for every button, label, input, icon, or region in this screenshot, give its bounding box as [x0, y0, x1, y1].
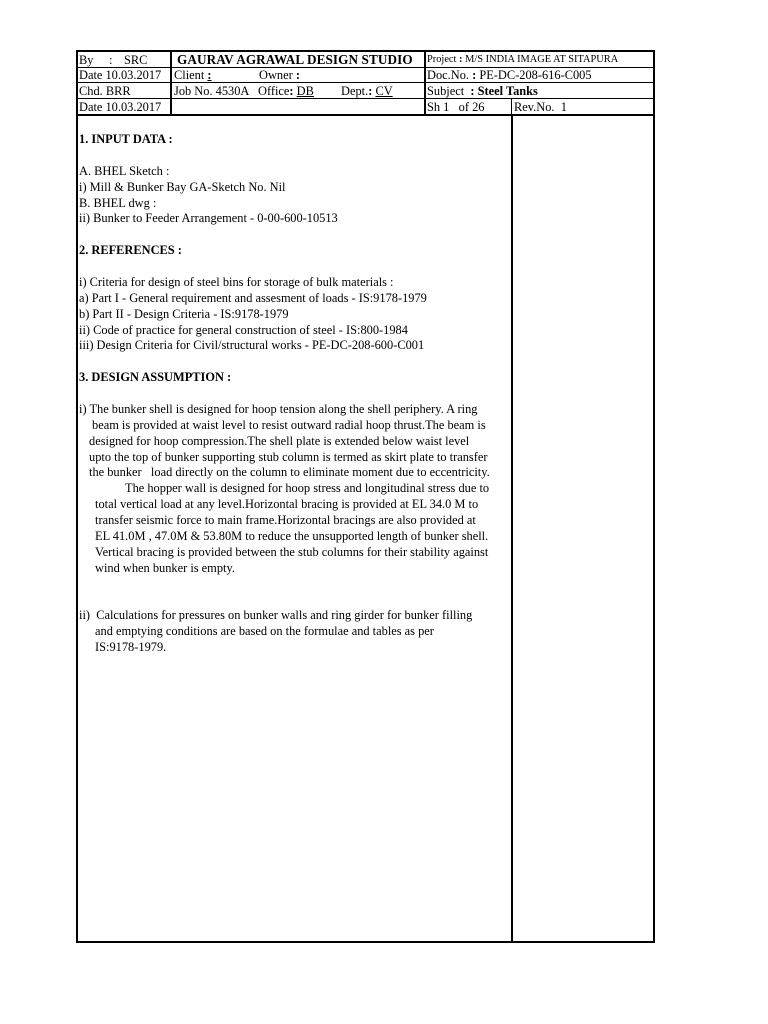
body-line: a) Part I - General requirement and assesment of loads - IS:9178-1979: [79, 291, 427, 305]
project-label: Project: [427, 54, 457, 65]
body-line: i) Criteria for design of steel bins for storage of bulk materials :: [79, 275, 394, 289]
sheet-number: Sh 1 of 26: [427, 100, 485, 114]
owner-separator: :: [295, 68, 300, 82]
body-line: iii) Design Criteria for Civil/structural works - PE-DC-208-600-C001: [79, 338, 425, 352]
dept-value: CV: [375, 84, 393, 98]
client-line: [174, 69, 218, 81]
studio-name: GAURAV AGRAWAL DESIGN STUDIO: [177, 52, 413, 67]
paragraph-line: the bunker load directly on the column to eliminate moment due to eccentricity.: [89, 465, 490, 479]
by-label: By: [79, 53, 94, 67]
docno-label: Doc.No.: [427, 68, 469, 82]
office-line: [258, 85, 314, 97]
project-separator: :: [459, 54, 463, 65]
paragraph-line: designed for hoop compression.The shell plate is extended below waist level: [89, 434, 470, 448]
office-label: Office: [258, 84, 290, 98]
body-line: b) Part II - Design Criteria - IS:9178-1979: [79, 307, 289, 321]
owner-line: [259, 69, 300, 81]
paragraph-line: wind when bunker is empty.: [95, 561, 235, 575]
revision-number: Rev.No. 1: [514, 100, 567, 114]
subject-separator: :: [470, 84, 475, 98]
by-value: SRC: [124, 53, 148, 67]
project-line: [427, 55, 618, 65]
office-separator: :: [289, 84, 294, 98]
by-separator: :: [109, 53, 113, 67]
body-line: ii) Bunker to Feeder Arrangement - 0-00-600-10513: [79, 211, 338, 225]
paragraph-line: The hopper wall is designed for hoop stress and longitudinal stress due to: [125, 481, 490, 495]
dept-line: [341, 85, 393, 97]
job-number: Job No. 4530A: [174, 84, 250, 98]
prepared-date: Date 10.03.2017: [79, 68, 162, 82]
doc-number-line: [427, 69, 592, 81]
paragraph-line: and emptying conditions are based on the formulae and tables as per: [95, 624, 434, 638]
paragraph-line: i) The bunker shell is designed for hoop tension along the shell periphery. A ring: [79, 402, 478, 416]
section-heading-design-assumption: 3. DESIGN ASSUMPTION :: [79, 370, 232, 384]
checked-date: Date 10.03.2017: [79, 100, 162, 114]
paragraph-line: transfer seismic force to main frame.Horizontal bracings are also provided at: [95, 513, 476, 527]
body-line: A. BHEL Sketch :: [79, 164, 170, 178]
subject-label: Subject: [427, 84, 465, 98]
section-heading-references: 2. REFERENCES :: [79, 243, 182, 257]
section-heading-input-data: 1. INPUT DATA :: [79, 132, 173, 146]
client-separator: :: [207, 68, 212, 82]
owner-label: Owner: [259, 68, 293, 82]
paragraph-line: IS:9178-1979.: [95, 640, 167, 654]
client-label: Client: [174, 68, 205, 82]
paragraph-line: beam is provided at waist level to resist outward radial hoop thrust.The beam is: [92, 418, 486, 432]
paragraph-line: ii) Calculations for pressures on bunker walls and ring girder for bunker filling: [79, 608, 473, 622]
dept-separator: :: [368, 84, 373, 98]
body-line: ii) Code of practice for general construction of steel - IS:800-1984: [79, 323, 408, 337]
office-value: DB: [296, 84, 314, 98]
paragraph-line: total vertical load at any level.Horizontal bracing is provided at EL 34.0 M to: [95, 497, 479, 511]
docno-separator: :: [472, 68, 477, 82]
body-line: i) Mill & Bunker Bay GA-Sketch No. Nil: [79, 180, 286, 194]
project-value: M/S INDIA IMAGE AT SITAPURA: [465, 54, 619, 65]
docno-value: PE-DC-208-616-C005: [479, 68, 592, 82]
body-line: B. BHEL dwg :: [79, 196, 157, 210]
dept-label: Dept.: [341, 84, 369, 98]
checked-by: Chd. BRR: [79, 84, 131, 98]
subject-value: Steel Tanks: [477, 84, 538, 98]
paragraph-line: EL 41.0M , 47.0M & 53.80M to reduce the unsupported length of bunker shell.: [95, 529, 489, 543]
paragraph-line: upto the top of bunker supporting stub column is termed as skirt plate to transfer: [89, 450, 488, 464]
subject-line: [427, 85, 538, 97]
paragraph-line: Vertical bracing is provided between the stub columns for their stability against: [95, 545, 489, 559]
